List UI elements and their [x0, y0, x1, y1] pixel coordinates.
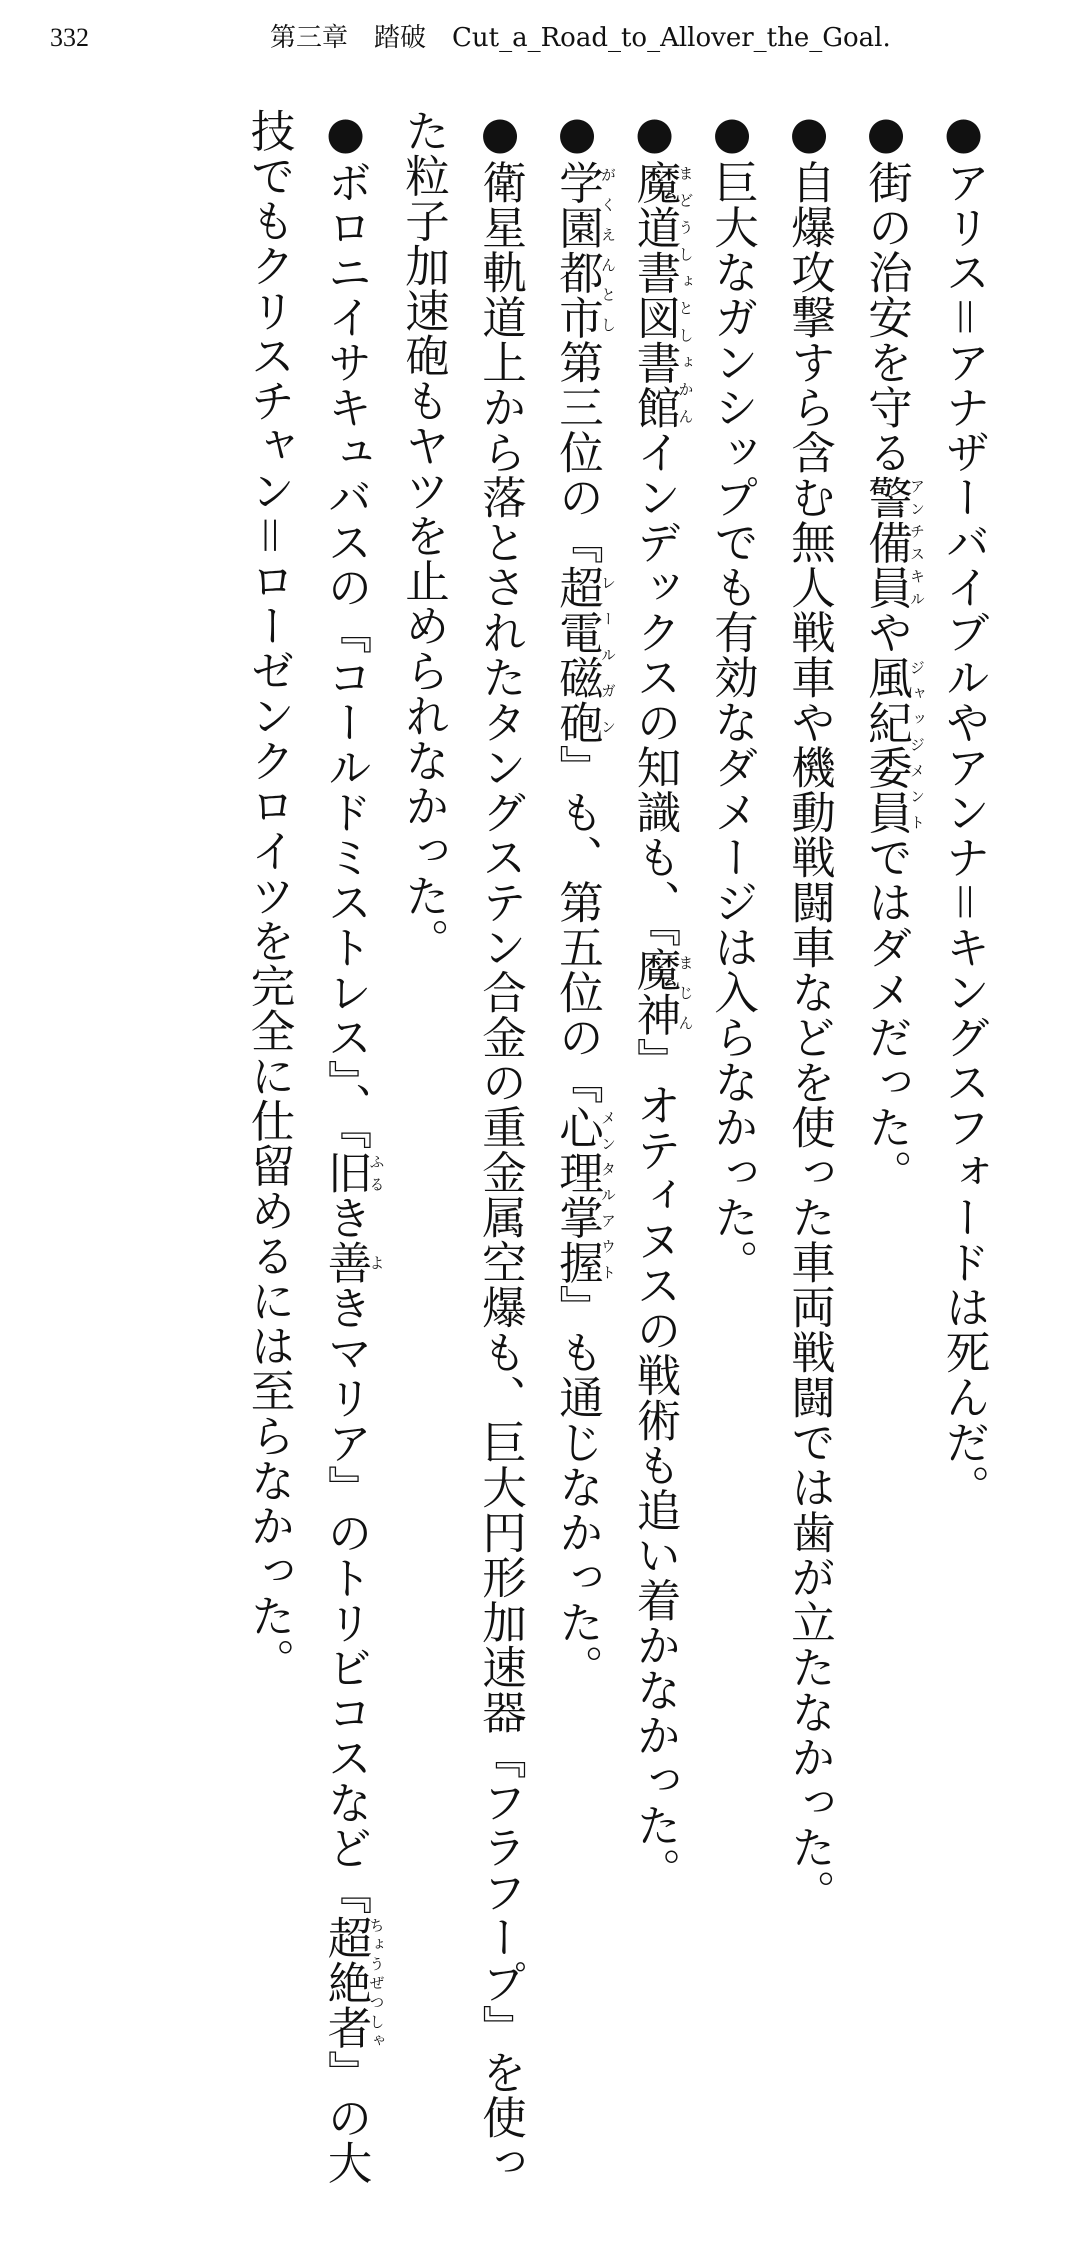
ruby-base: 超電磁砲 [551, 564, 603, 745]
ruby-annotated-word [629, 947, 695, 1038]
text-run: 』の大技でもクリスチャン＝ローゼンクロイツを完全に仕留めるには至らなかった。 [243, 108, 371, 2185]
text-run: き [320, 1195, 371, 1240]
text-run: ●アリス＝アナザーバイブルやアンナ＝キングスフォードは死んだ。 [938, 108, 989, 1510]
ruby-annotated-word [320, 1150, 386, 1195]
ruby-base: 風紀委員 [860, 654, 912, 835]
paragraph [848, 108, 926, 2188]
text-run: 』も、第五位の『 [551, 744, 603, 1105]
text-run: ●ボロニイサキュバスの『コールドミストレス』、『 [320, 108, 371, 1150]
ruby-base: 旧 [320, 1150, 371, 1195]
paragraph [230, 108, 385, 2188]
paragraph [771, 108, 848, 2188]
furigana: まじん [676, 947, 695, 1038]
paragraph [385, 108, 539, 2188]
furigana: ちょうぜつしゃ [367, 1915, 386, 2050]
page-number: 332 [50, 23, 89, 52]
ruby-annotated-word [860, 654, 926, 835]
furigana: アンチスキル [908, 474, 926, 610]
ruby-base: 学園都市 [551, 159, 603, 340]
ruby-base: 魔神 [629, 947, 680, 1038]
ruby-annotated-word [551, 564, 617, 745]
text-run: や [860, 609, 912, 655]
text-run: ● [629, 108, 680, 160]
text-run: ● [551, 108, 603, 160]
furigana: ふる [367, 1150, 386, 1195]
ruby-base: 警備員 [860, 474, 912, 610]
running-head: 第三章 踏破 Cut_a_Road_to_Allover_the_Goal. [270, 23, 891, 53]
furigana: レールガン [599, 564, 617, 745]
paragraph [925, 108, 1002, 2188]
text-run: ではダメだった。 [860, 834, 912, 1195]
ruby-base: 超絶者 [320, 1915, 371, 2050]
text-run: ●巨大なガンシップでも有効なダメージは入らなかった。 [706, 108, 758, 1285]
body-text [42, 108, 1002, 2188]
paragraph [694, 108, 771, 2188]
text-run: ●自爆攻撃すら含む無人戦車や機動戦闘車などを使った車両戦闘では歯が立たなかった。 [783, 108, 835, 1915]
ruby-annotated-word [320, 1915, 386, 2050]
ruby-annotated-word [551, 159, 617, 340]
text-run: 第三位の『 [551, 339, 603, 565]
text-run: 』オティヌスの戦術も追い着かなかった。 [629, 1037, 680, 1893]
ruby-base: 心理掌握 [551, 1104, 603, 1285]
furigana: メンタルアウト [599, 1104, 617, 1285]
ruby-annotated-word [860, 474, 926, 610]
furigana: よ [367, 1240, 386, 1285]
text-run: インデックスの知識も、『 [629, 429, 680, 948]
ruby-base: 善 [320, 1240, 371, 1285]
furigana: がくえんとし [599, 159, 617, 340]
text-run: ●衛星軌道上から落とされたタングステン合金の重金属空爆も、巨大円形加速器『フラフープ』を使った粒子加速砲もヤツを止められなかった。 [397, 108, 526, 2185]
furigana: まどうしょとしょかん [676, 159, 695, 430]
text-run: ●街の治安を守る [860, 108, 912, 475]
ruby-annotated-word [551, 1104, 617, 1285]
ruby-annotated-word [629, 159, 695, 430]
paragraph [616, 108, 694, 2188]
ruby-base: 魔道書図書館 [629, 159, 680, 430]
furigana: ジャッジメント [908, 654, 926, 835]
ruby-annotated-word [320, 1240, 386, 1285]
text-run: 』も通じなかった。 [551, 1284, 603, 1690]
text-run: きマリア』のトリビコスなど『 [320, 1285, 371, 1915]
page-header [0, 20, 1080, 64]
paragraph [539, 108, 617, 2188]
